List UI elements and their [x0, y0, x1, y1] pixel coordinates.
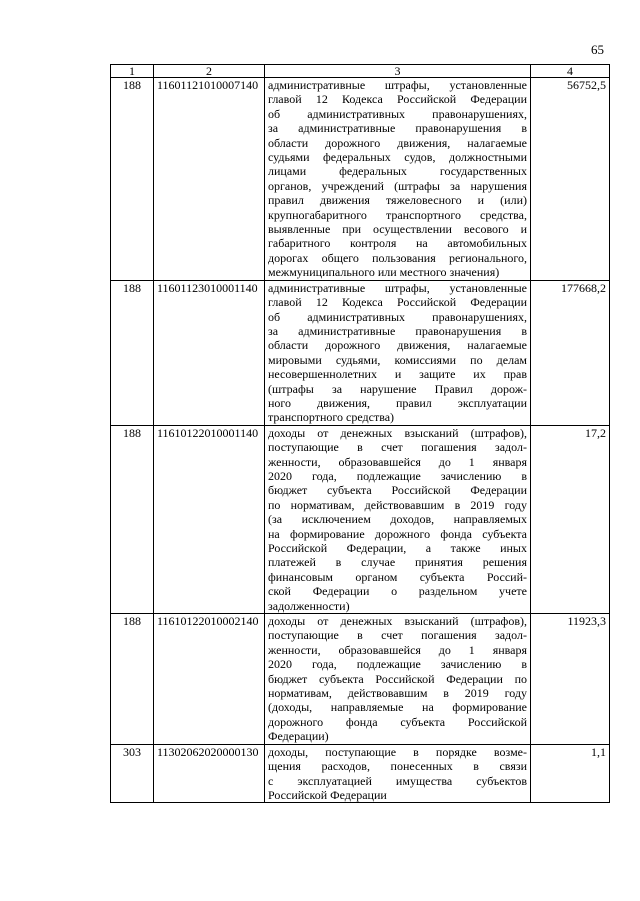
description-line: щения расходов, понесенных в связи [268, 759, 527, 774]
description-line: об административных правонарушениях, [268, 106, 527, 121]
description-line: транспортного средства) [268, 410, 395, 425]
description-line: дорогах общего пользования регионального, [268, 250, 527, 265]
description-line: задолженности) [268, 598, 350, 613]
amount-cell: 11923,3 [531, 614, 610, 745]
description-line: выявленные при осуществлении весового и [268, 222, 527, 237]
description-line: судьями федеральных судов, должностными [268, 150, 527, 165]
table-row [111, 78, 610, 281]
description-cell [265, 744, 531, 803]
description-line: межмуниципального или местного значения) [268, 265, 500, 280]
description-line: нормативам, действовавшим в 2019 году [268, 686, 527, 701]
description-line: правил движения тяжеловесного и (или) [268, 193, 527, 208]
column-header-4: 4 [531, 65, 610, 78]
amount-cell: 1,1 [531, 744, 610, 803]
description-line: финансовым органом субъекта Россий- [268, 569, 527, 584]
description-cell [265, 78, 531, 281]
description-line: поступающие в счет погашения задол- [268, 628, 527, 643]
description-line: ного движения, правил эксплуатации [268, 395, 527, 410]
admin-code-cell: 188 [111, 78, 154, 281]
description-cell [265, 280, 531, 425]
description-line: крупногабаритного транспортного средства, [268, 207, 527, 222]
description-line: бюджет субъекта Российской Федерации [268, 483, 527, 498]
description-line: платежей в случае принятия решения [268, 555, 527, 570]
revenue-code-cell: 11601123010001140 [154, 280, 265, 425]
amount-cell: 177668,2 [531, 280, 610, 425]
budget-revenue-table [110, 64, 610, 803]
revenue-code-cell: 11610122010001140 [154, 425, 265, 613]
table-body [111, 78, 610, 803]
description-line: главой 12 Кодекса Российской Федерации [268, 92, 527, 107]
description-line: по нормативам, действовавшим в 2019 году [268, 497, 527, 512]
description-line: за административные правонарушения в [268, 121, 527, 136]
description-line: лицами федеральных государственных [268, 164, 527, 179]
description-line: административные штрафы, установленные [268, 78, 527, 92]
description-line: несовершеннолетних и защите их прав [268, 367, 527, 382]
description-line: поступающие в счет погашения задол- [268, 440, 527, 455]
admin-code-cell: 188 [111, 614, 154, 745]
description-line: области дорожного движения, налагаемые [268, 135, 527, 150]
description-line: области дорожного движения, налагаемые [268, 338, 527, 353]
revenue-code-cell: 11610122010002140 [154, 614, 265, 745]
description-line: Российской Федерации, а также иных [268, 541, 527, 555]
description-line: мировыми судьями, комиссиями по делам [268, 352, 527, 367]
description-line: об административных правонарушениях, [268, 309, 527, 324]
description-line: органов, учреждений (штрафы за нарушения [268, 178, 527, 193]
description-line: дорожного фонда субъекта Российской [268, 714, 527, 729]
description-cell [265, 425, 531, 613]
description-line: Российской Федерации [268, 787, 387, 802]
admin-code-cell: 188 [111, 425, 154, 613]
description-line: габаритного контроля на автомобильных [268, 236, 527, 251]
description-line: (доходы, направляемые на формирование [268, 700, 527, 715]
amount-cell: 17,2 [531, 425, 610, 613]
description-line: 2020 года, подлежащие зачислению в [268, 657, 527, 672]
description-line: главой 12 Кодекса Российской Федерации [268, 295, 527, 310]
description-line: за административные правонарушения в [268, 323, 527, 338]
table-row [111, 280, 610, 425]
table-row [111, 614, 610, 745]
column-header-3: 3 [265, 65, 531, 78]
admin-code-cell: 188 [111, 280, 154, 425]
table-row [111, 425, 610, 613]
description-line: женности, образовавшейся до 1 января [268, 642, 527, 657]
description-line: женности, образовавшейся до 1 января [268, 454, 527, 469]
column-header-2: 2 [154, 65, 265, 78]
description-line: доходы от денежных взысканий (штрафов), [268, 614, 527, 629]
column-header-1: 1 [111, 65, 154, 78]
page-number: 65 [591, 42, 604, 57]
admin-code-cell: 303 [111, 744, 154, 803]
description-cell [265, 614, 531, 745]
description-line: (за исключением доходов, направляемых [268, 512, 527, 527]
table-row [111, 744, 610, 803]
amount-cell: 56752,5 [531, 78, 610, 281]
description-line: Федерации) [268, 729, 329, 744]
table-header-row [111, 65, 610, 78]
description-line: 2020 года, подлежащие зачислению в [268, 468, 527, 483]
revenue-code-cell: 11601121010007140 [154, 78, 265, 281]
description-line: бюджет субъекта Российской Федерации по [268, 671, 527, 686]
revenue-code-cell: 11302062020000130 [154, 744, 265, 803]
description-line: с эксплуатацией имущества субъектов [268, 773, 527, 788]
description-line: (штрафы за нарушение Правил дорож- [268, 381, 527, 396]
description-line: административные штрафы, установленные [268, 280, 527, 295]
description-line: доходы от денежных взысканий (штрафов), [268, 425, 527, 440]
description-line: ской Федерации о раздельном учете [268, 584, 527, 599]
description-line: доходы, поступающие в порядке возме- [268, 744, 527, 759]
description-line: на формирование дорожного фонда субъекта [268, 526, 527, 541]
